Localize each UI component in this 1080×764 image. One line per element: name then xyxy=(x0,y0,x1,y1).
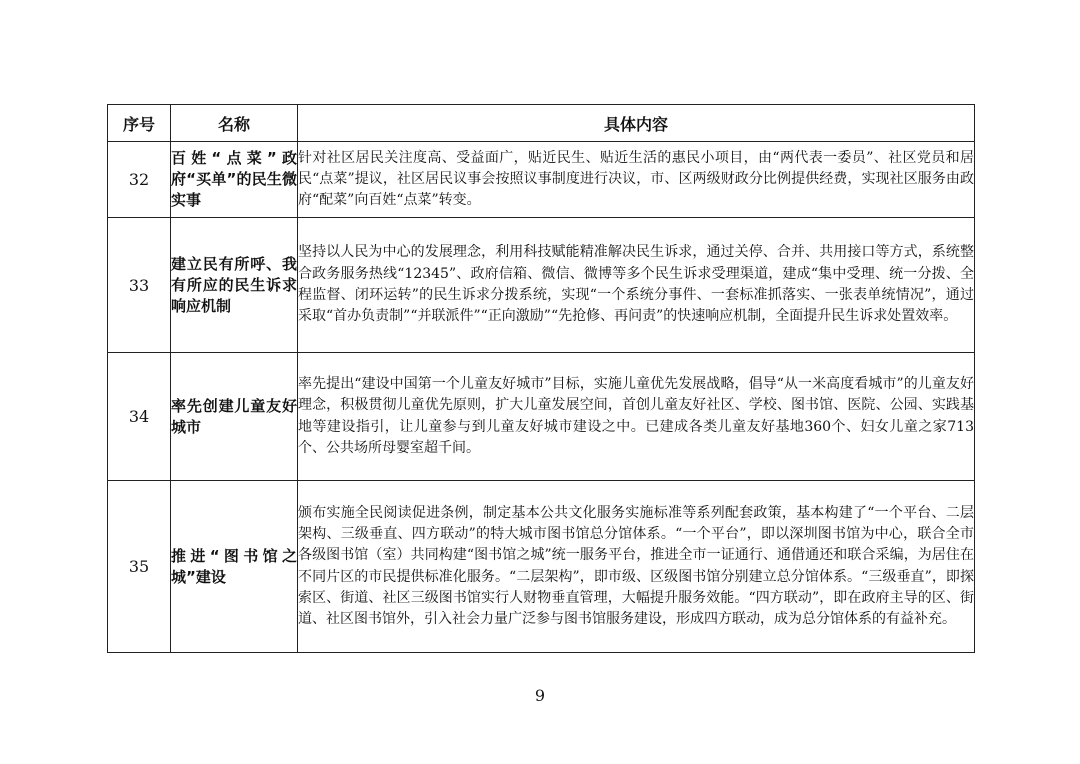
table-row xyxy=(108,142,975,218)
header-content: 具体内容 xyxy=(298,105,975,142)
page-number: 9 xyxy=(534,686,546,705)
row-number: 34 xyxy=(108,353,171,481)
row-content: 率先提出“建设中国第一个儿童友好城市”目标，实施儿童优先发展战略，倡导“从一米高度看城市”的儿童友好理念，积极贯彻儿童优先原则，扩大儿童发展空间，首创儿童友好社区、学校、图书馆、医院、公园、实践基地等建设指引，让儿童参与到儿童友好城市建设之中。已建成各类儿童友好基地360个、妇女儿童之家713个、公共场所母婴室超千间。 xyxy=(298,353,975,481)
row-name: 百姓“点菜”政府“买单”的民生微实事 xyxy=(171,142,298,218)
header-num: 序号 xyxy=(108,105,171,142)
header-name: 名称 xyxy=(171,105,298,142)
policy-table xyxy=(107,104,975,653)
row-number: 33 xyxy=(108,218,171,353)
row-name: 建立民有所呼、我有所应的民生诉求响应机制 xyxy=(171,218,298,353)
row-content: 颁布实施全民阅读促进条例，制定基本公共文化服务实施标准等系列配套政策，基本构建了“一个平台、二层架构、三级垂直、四方联动”的特大城市图书馆总分馆体系。“一个平台”，即以深圳图书馆为中心，联合全市各级图书馆（室）共同构建“图书馆之城”统一服务平台，推进全市一证通行、通借通还和联合采编，为居住在不同片区的市民提供标准化服务。“二层架构”，即市级、区级图书馆分别建立总分馆体系。“三级垂直”，即探索区、街道、社区三级图书馆实行人财物垂直管理，大幅提升服务效能。“四方联动”，即在政府主导的区、街道、社区图书馆外，引入社会力量广泛参与图书馆服务建设，形成四方联动，成为总分馆体系的有益补充。 xyxy=(298,481,975,653)
table-row xyxy=(108,353,975,481)
table-header-row xyxy=(108,105,975,142)
row-name: 率先创建儿童友好城市 xyxy=(171,353,298,481)
row-content: 坚持以人民为中心的发展理念，利用科技赋能精准解决民生诉求，通过关停、合并、共用接口等方式，系统整合政务服务热线“12345”、政府信箱、微信、微博等多个民生诉求受理渠道，建成“集中受理、统一分拨、全程监督、闭环运转”的民生诉求分拨系统，实现“一个系统分事件、一套标准抓落实、一张表单统情况”，通过采取“首办负责制”“并联派件”“正向激励”“先抢修、再问责”的快速响应机制，全面提升民生诉求处置效率。 xyxy=(298,218,975,353)
row-number: 35 xyxy=(108,481,171,653)
row-content: 针对社区居民关注度高、受益面广，贴近民生、贴近生活的惠民小项目，由“两代表一委员”、社区党员和居民“点菜”提议，社区居民议事会按照议事制度进行决议，市、区两级财政分比例提供经费，实现社区服务由政府“配菜”向百姓“点菜”转变。 xyxy=(298,142,975,218)
table-row xyxy=(108,481,975,653)
row-name: 推进“图书馆之城”建设 xyxy=(171,481,298,653)
table-row xyxy=(108,218,975,353)
row-number: 32 xyxy=(108,142,171,218)
